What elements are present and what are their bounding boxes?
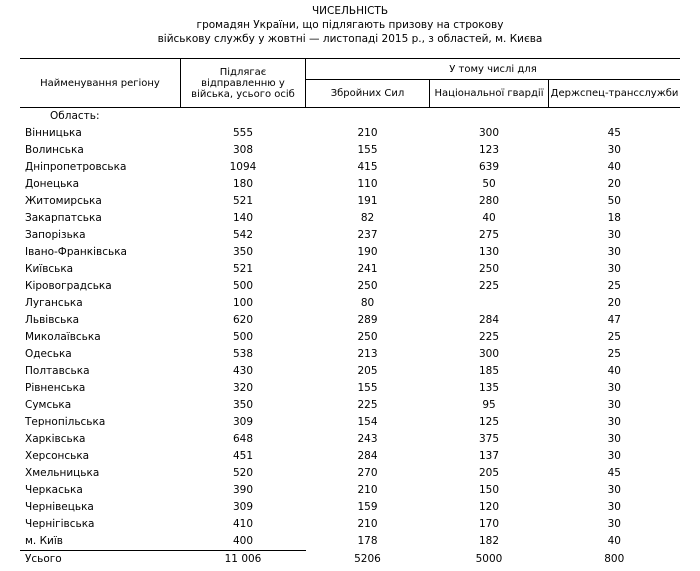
table-row	[20, 193, 680, 210]
table-row	[20, 465, 680, 482]
section-label: Область:	[50, 110, 100, 122]
cell-total: 648	[232, 433, 254, 445]
cell-national-guard: 375	[478, 433, 500, 445]
cell-armed-forces: 110	[357, 178, 378, 190]
cell-armed-forces: 210	[357, 518, 378, 530]
cell-national-guard: 50	[482, 178, 496, 190]
cell-border-service: 25	[607, 280, 621, 292]
cell-border-service: 30	[607, 263, 621, 275]
table-row-total	[20, 551, 680, 569]
cell-border-service: 30	[607, 144, 621, 156]
cell-region: Сумська	[25, 399, 72, 411]
cell-region: м. Київ	[20, 533, 181, 551]
table-row	[20, 210, 680, 227]
cell-armed-forces: 210	[357, 484, 378, 496]
cell-region: Миколаївська	[25, 331, 101, 343]
cell-border-service: 30	[607, 501, 621, 513]
header-national-guard: Національної гвардії	[430, 80, 549, 108]
cell-armed-forces: 191	[357, 195, 378, 207]
header-armed-forces: Збройних Сил	[306, 80, 430, 108]
cell-total: 308	[232, 144, 254, 156]
cell-armed-forces: 225	[357, 399, 378, 411]
cell-total: 538	[232, 348, 254, 360]
cell-region: Херсонська	[25, 450, 90, 462]
table-row	[20, 312, 680, 329]
cell-border-service: 30	[607, 229, 621, 241]
cell-total: 309	[232, 501, 254, 513]
cell-region: Дніпропетровська	[25, 161, 127, 173]
cell-border-service: 18	[607, 212, 621, 224]
cell-armed-forces: 415	[357, 161, 378, 173]
cell-region: Черкаська	[25, 484, 83, 496]
cell-region: Закарпатська	[25, 212, 102, 224]
cell-armed-forces: 5206	[354, 552, 381, 565]
cell-border-service: 40	[607, 535, 621, 548]
cell-border-service: 30	[607, 518, 621, 530]
table-row	[20, 397, 680, 414]
title-line-3: військову службу у жовтні — листопаді 2015 р., з областей, м. Києва	[157, 33, 543, 45]
table-row	[20, 278, 680, 295]
cell-national-guard: 40	[482, 212, 496, 224]
cell-border-service: 45	[607, 467, 621, 479]
cell-national-guard: 137	[478, 450, 500, 462]
cell-region: Хмельницька	[25, 467, 100, 479]
cell-total: 140	[232, 212, 254, 224]
cell-national-guard: 225	[478, 280, 500, 292]
cell-border-service: 30	[607, 246, 621, 258]
cell-national-guard: 639	[478, 161, 500, 173]
cell-border-service: 30	[607, 433, 621, 445]
cell-national-guard: 150	[478, 484, 500, 496]
table-row	[20, 244, 680, 261]
cell-national-guard: 300	[478, 127, 500, 139]
cell-region: Івано-Франківська	[25, 246, 127, 258]
cell-armed-forces: 250	[357, 280, 378, 292]
cell-region: Усього	[25, 553, 62, 565]
cell-region: Чернівецька	[25, 501, 94, 513]
cell-national-guard: 280	[478, 195, 500, 207]
cell-armed-forces: 155	[357, 144, 378, 156]
cell-national-guard: 120	[478, 501, 500, 513]
cell-armed-forces: 159	[357, 501, 378, 513]
document-title	[0, 0, 700, 46]
cell-armed-forces: 213	[357, 348, 378, 360]
cell-armed-forces: 289	[357, 314, 378, 326]
cell-region: Запорізька	[25, 229, 86, 241]
cell-total: 521	[232, 263, 254, 275]
cell-national-guard: 182	[478, 535, 500, 548]
table-row	[20, 482, 680, 499]
cell-total: 620	[232, 314, 254, 326]
cell-armed-forces: 250	[357, 331, 378, 343]
table-row	[20, 176, 680, 193]
cell-border-service: 30	[607, 416, 621, 428]
cell-armed-forces: 80	[360, 297, 375, 309]
table-row	[20, 142, 680, 159]
cell-region: Вінницька	[25, 127, 82, 139]
cell-region: Рівненська	[25, 382, 86, 394]
cell-region: Харківська	[25, 433, 86, 445]
cell-total: 180	[232, 178, 254, 190]
conscription-table	[20, 58, 680, 568]
cell-border-service: 50	[607, 195, 621, 207]
cell-national-guard: 250	[478, 263, 500, 275]
cell-total: 320	[232, 382, 254, 394]
cell-region: Житомирська	[25, 195, 102, 207]
cell-national-guard	[430, 295, 549, 312]
table-row	[20, 346, 680, 363]
cell-armed-forces: 205	[357, 365, 378, 377]
cell-total: 400	[181, 533, 306, 551]
table-row	[20, 227, 680, 244]
cell-total: 542	[232, 229, 254, 241]
cell-border-service: 30	[607, 382, 621, 394]
cell-total: 11 006	[224, 553, 262, 565]
cell-armed-forces: 155	[357, 382, 378, 394]
cell-region: Полтавська	[25, 365, 90, 377]
cell-total: 390	[232, 484, 254, 496]
cell-national-guard: 185	[478, 365, 500, 377]
cell-armed-forces: 241	[357, 263, 378, 275]
table-row	[20, 380, 680, 397]
cell-national-guard: 135	[478, 382, 500, 394]
cell-total: 451	[232, 450, 254, 462]
cell-total: 500	[232, 280, 254, 292]
cell-national-guard: 170	[478, 518, 500, 530]
cell-region: Донецька	[25, 178, 80, 190]
cell-total: 309	[232, 416, 254, 428]
cell-border-service: 800	[604, 552, 625, 565]
cell-total: 521	[232, 195, 254, 207]
table-row	[20, 431, 680, 448]
cell-national-guard: 284	[478, 314, 500, 326]
cell-national-guard: 300	[478, 348, 500, 360]
table-row	[20, 329, 680, 346]
cell-armed-forces: 154	[357, 416, 378, 428]
cell-national-guard: 5000	[475, 552, 503, 565]
table-body	[20, 108, 680, 569]
cell-armed-forces: 82	[360, 212, 375, 224]
cell-armed-forces: 237	[357, 229, 378, 241]
cell-border-service: 25	[607, 331, 621, 343]
cell-national-guard: 123	[478, 144, 500, 156]
cell-border-service: 20	[607, 178, 621, 190]
cell-armed-forces: 190	[357, 246, 378, 258]
header-region: Найменування регіону	[20, 59, 181, 108]
cell-national-guard: 225	[478, 331, 500, 343]
table-row-kyiv	[20, 533, 680, 551]
cell-national-guard: 130	[478, 246, 500, 258]
table-row	[20, 414, 680, 431]
table-row	[20, 499, 680, 516]
cell-armed-forces: 210	[357, 127, 378, 139]
cell-border-service: 40	[607, 365, 621, 377]
header-group: У тому числі для	[306, 59, 681, 80]
title-line-2: громадян України, що підлягають призову на строкову	[196, 19, 504, 31]
cell-border-service: 40	[607, 161, 621, 173]
cell-armed-forces: 270	[357, 467, 378, 479]
cell-total: 410	[232, 518, 254, 530]
table-row	[20, 448, 680, 465]
table-row	[20, 363, 680, 380]
header-total: Підлягає відправленню у війська, усього осіб	[181, 59, 306, 108]
table-row	[20, 516, 680, 533]
cell-national-guard: 205	[478, 467, 500, 479]
cell-total: 100	[232, 297, 254, 309]
header-border-service: Держспец-трансслужби	[549, 80, 681, 108]
cell-region: Київська	[25, 263, 74, 275]
cell-border-service: 47	[607, 314, 621, 326]
cell-national-guard: 125	[478, 416, 500, 428]
cell-border-service: 30	[607, 450, 621, 462]
cell-border-service: 20	[607, 297, 621, 309]
cell-region: Львівська	[25, 314, 80, 326]
cell-region: Тернопільська	[25, 416, 106, 428]
cell-total: 520	[232, 467, 254, 479]
cell-total: 500	[232, 331, 254, 343]
section-row	[20, 108, 680, 126]
table-row	[20, 261, 680, 278]
cell-border-service: 45	[607, 127, 621, 139]
cell-national-guard: 275	[478, 229, 500, 241]
cell-total: 430	[232, 365, 254, 377]
cell-region: Кіровоградська	[25, 280, 112, 292]
cell-border-service: 30	[607, 484, 621, 496]
title-line-1: ЧИСЕЛЬНІСТЬ	[311, 5, 389, 17]
cell-region: Одеська	[25, 348, 72, 360]
cell-national-guard: 95	[482, 399, 496, 411]
cell-total: 350	[232, 399, 254, 411]
table-row	[20, 125, 680, 142]
table-row	[20, 295, 680, 312]
cell-region: Чернігівська	[25, 518, 95, 530]
cell-border-service: 30	[607, 399, 621, 411]
cell-armed-forces: 178	[357, 535, 378, 548]
cell-region: Волинська	[25, 144, 84, 156]
cell-armed-forces: 284	[357, 450, 378, 462]
table-row	[20, 159, 680, 176]
cell-armed-forces: 243	[357, 433, 378, 445]
cell-total: 555	[232, 127, 254, 139]
cell-total: 1094	[229, 161, 257, 173]
cell-border-service: 25	[607, 348, 621, 360]
table-header	[20, 59, 680, 108]
cell-region: Луганська	[25, 297, 83, 309]
cell-total: 350	[232, 246, 254, 258]
